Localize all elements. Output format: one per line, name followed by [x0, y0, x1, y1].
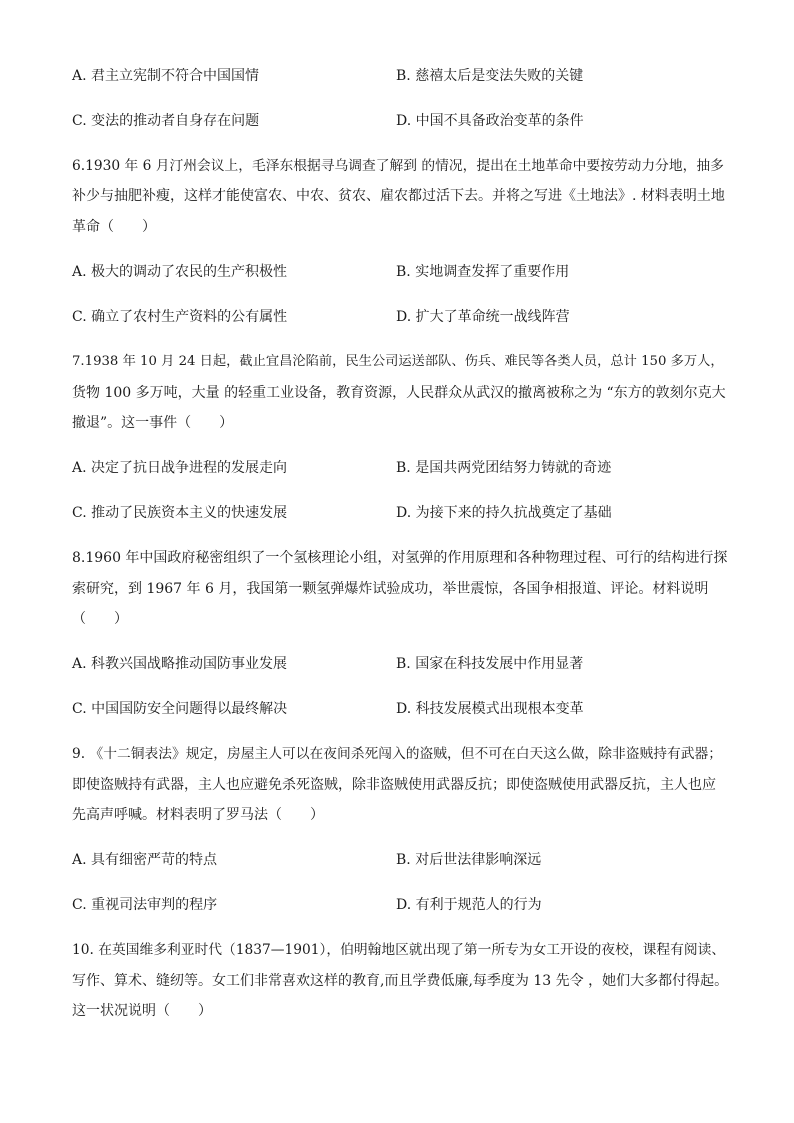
q5-option-c: C. 变法的推动者自身存在问题: [72, 113, 260, 129]
q8-option-d: D. 科技发展模式出现根本变革: [396, 701, 584, 717]
q8-option-a: A. 科教兴国战略推动国防事业发展: [72, 656, 288, 672]
q6-option-a: A. 极大的调动了农民的生产积极性: [72, 264, 288, 280]
q6-option-c: C. 确立了农村生产资料的公有属性: [72, 309, 288, 325]
q6-option-b: B. 实地调查发挥了重要作用: [396, 264, 570, 280]
q10-stem-line-1: 10. 在英国维多利亚时代（1837—1901），伯明翰地区就出现了第一所专为女工开设的夜校，课程有阅读、: [72, 942, 726, 958]
q7-stem-line-2: 货物 100 多万吨，大量 的轻重工业设备，教育资源，人民群众从武汉的撤离被称之为 “东方的敦刻尔克大: [72, 385, 726, 401]
q9-stem-line-2: 即使盗贼持有武器，主人也应避免杀死盗贼，除非盗贼使用武器反抗；即使盗贼使用武器反抗，主人也应: [72, 777, 716, 793]
q6-stem-line-2: 补少与抽肥补瘦，这样才能使富农、中农、贫农、雇农都过活下去。并将之写进《土地法》. 材料表明土地: [72, 188, 725, 204]
q8-option-b: B. 国家在科技发展中作用显著: [396, 656, 584, 672]
q10-stem-line-3: 这一状况说明（ ）: [72, 1003, 212, 1019]
q9-option-b: B. 对后世法律影响深远: [396, 852, 542, 868]
q7-option-c: C. 推动了民族资本主义的快速发展: [72, 505, 288, 521]
q8-option-c: C. 中国国防安全问题得以最终解决: [72, 701, 288, 717]
q6-stem-line-1: 6.1930 年 6 月汀州会议上，毛泽东根据寻乌调查了解到 的情况，提出在土地革命中要按劳动力分地，抽多: [72, 158, 724, 174]
q8-stem-line-2: 索研究，到 1967 年 6 月，我国第一颗氢弹爆炸试验成功，举世震惊，各国争相报道、评论。材料说明: [72, 581, 709, 597]
q6-stem-line-3: 革命（ ）: [72, 219, 156, 235]
q9-stem-line-1: 9. 《十二铜表法》规定，房屋主人可以在夜间杀死闯入的盗贼，但不可在白天这么做，除非盗贼持有武器；: [72, 746, 722, 762]
q7-option-d: D. 为接下来的持久抗战奠定了基础: [396, 505, 612, 521]
q5-option-d: D. 中国不具备政治变革的条件: [396, 113, 584, 129]
q9-option-a: A. 具有细密严苛的特点: [72, 852, 218, 868]
q9-stem-line-3: 先高声呼喊。材料表明了罗马法（ ）: [72, 807, 324, 823]
q5-option-a: A. 君主立宪制不符合中国国情: [72, 68, 260, 84]
q7-option-a: A. 决定了抗日战争进程的发展走向: [72, 460, 288, 476]
q9-option-d: D. 有利于规范人的行为: [396, 897, 542, 913]
q10-stem-line-2: 写作、算术、缝纫等。女工们非常喜欢这样的教育,而且学费低廉,每季度为 13 先令 ，她们大多都付得起。: [72, 973, 729, 989]
q8-stem-line-3: （ ）: [72, 611, 128, 627]
q9-option-c: C. 重视司法审判的程序: [72, 897, 218, 913]
q7-option-b: B. 是国共两党团结努力铸就的奇迹: [396, 460, 612, 476]
q7-stem-line-1: 7.1938 年 10 月 24 日起，截止宜昌沦陷前，民生公司运送部队、伤兵、难民等各类人员，总计 150 多万人，: [72, 354, 724, 369]
q5-option-b: B. 慈禧太后是变法失败的关键: [396, 68, 584, 84]
q8-stem-line-1: 8.1960 年中国政府秘密组织了一个氢核理论小组，对氢弹的作用原理和各种物理过程、可行的结构进行探: [72, 550, 728, 566]
q6-option-d: D. 扩大了革命统一战线阵营: [396, 309, 570, 325]
q7-stem-line-3: 撤退”。这一事件（ ）: [72, 415, 234, 431]
